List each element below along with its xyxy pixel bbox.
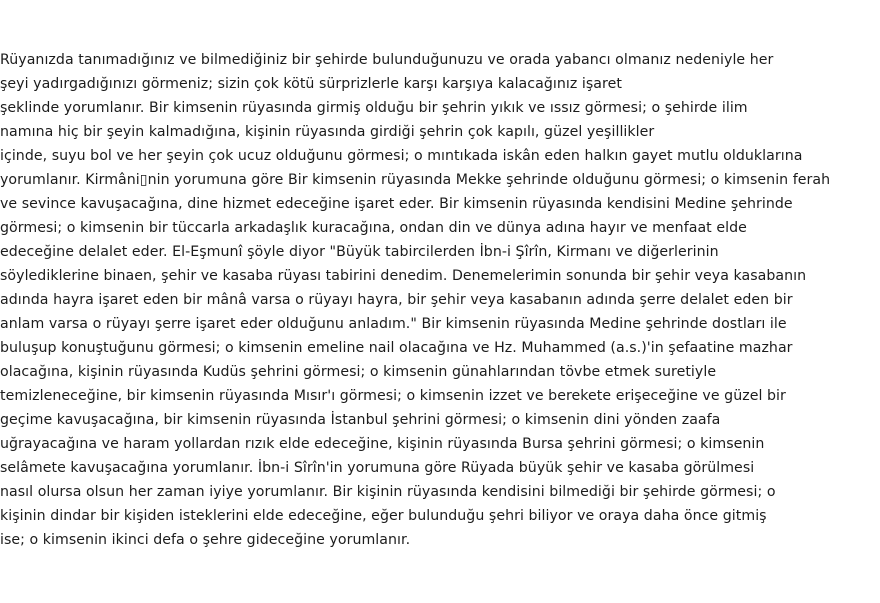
text-line: adında hayra işaret eden bir mânâ varsa o rüyayı hayra, bir şehir veya kasabanın adında şerre delalet eden bir [0,292,793,308]
text-line: kişinin dindar bir kişiden isteklerini elde edeceğine, eğer bulunduğu şehri biliyor ve oraya daha önce gitmiş [0,508,767,524]
text-line: şeklinde yorumlanır. Bir kimsenin rüyasında girmiş olduğu bir şehrin yıkık ve ıssız görmesi; o şehirde ilim [0,100,748,116]
text-line: ve sevince kavuşacağına, dine hizmet edeceğine işaret eder. Bir kimsenin rüyasında kendisini Medine şehrinde [0,196,793,212]
text-line: edeceğine delalet eder. El-Eşmunî şöyle diyor "Büyük tabircilerden İbn-i Şîrîn, Kirmanı ve diğerlerinin [0,244,719,260]
text-line: söylediklerine binaen, şehir ve kasaba rüyası tabirini denedim. Denemelerimin sonunda bir şehir veya kasabanın [0,268,807,284]
text-line: içinde, suyu bol ve her şeyin çok ucuz olduğunu görmesi; o mıntıkada iskân eden halkın gayet mutlu olduklarına [0,148,803,164]
text-line: Rüyanızda tanımadığınız ve bilmediğiniz bir şehirde bulunduğunuzu ve orada yabancı olmanız nedeniyle her [0,52,774,68]
text-line: şeyi yadırgadığınızı görmeniz; sizin çok kötü sürprizlerle karşı karşıya kalacağınız işaret [0,76,622,92]
text-line: olacağına, kişinin rüyasında Kudüs şehrini görmesi; o kimsenin günahlarından tövbe etmek suretiyle [0,364,717,380]
article-body [0,48,880,552]
text-line: uğrayacağına ve haram yollardan rızık elde edeceğine, kişinin rüyasında Bursa şehrini görmesi; o kimsenin [0,436,765,452]
text-line: görmesi; o kimsenin bir tüccarla arkadaşlık kuracağına, ondan din ve dünya adına hayır ve menfaat elde [0,220,747,236]
text-line: temizleneceğine, bir kimsenin rüyasında Mısır'ı görmesi; o kimsenin izzet ve berekete erişeceğine ve güzel bir [0,388,786,404]
text-line: yorumlanır. Kirmâni▯nin yorumuna göre Bir kimsenin rüyasında Mekke şehrinde olduğunu görmesi; o kimsenin ferah [0,172,831,188]
text-line: anlam varsa o rüyayı şerre işaret eder olduğunu anladım." Bir kimsenin rüyasında Medine şehrinde dostları ile [0,316,787,332]
text-line: buluşup konuştuğunu görmesi; o kimsenin emeline nail olacağına ve Hz. Muhammed (a.s.)'in şefaatine mazhar [0,340,793,356]
text-line: nasıl olursa olsun her zaman iyiye yorumlanır. Bir kişinin rüyasında kendisini bilmediği bir şehirde görmesi; o [0,484,776,500]
text-line: namına hiç bir şeyin kalmadığına, kişinin rüyasında girdiği şehrin çok kapılı, güzel yeşillikler [0,124,655,140]
text-line: selâmete kavuşacağına yorumlanır. İbn-i Sîrîn'in yorumuna göre Rüyada büyük şehir ve kasaba görülmesi [0,460,755,476]
text-line: geçime kavuşacağına, bir kimsenin rüyasında İstanbul şehrini görmesi; o kimsenin dini yönden zaafa [0,412,721,428]
text-line: ise; o kimsenin ikinci defa o şehre gideceğine yorumlanır. [0,532,411,548]
